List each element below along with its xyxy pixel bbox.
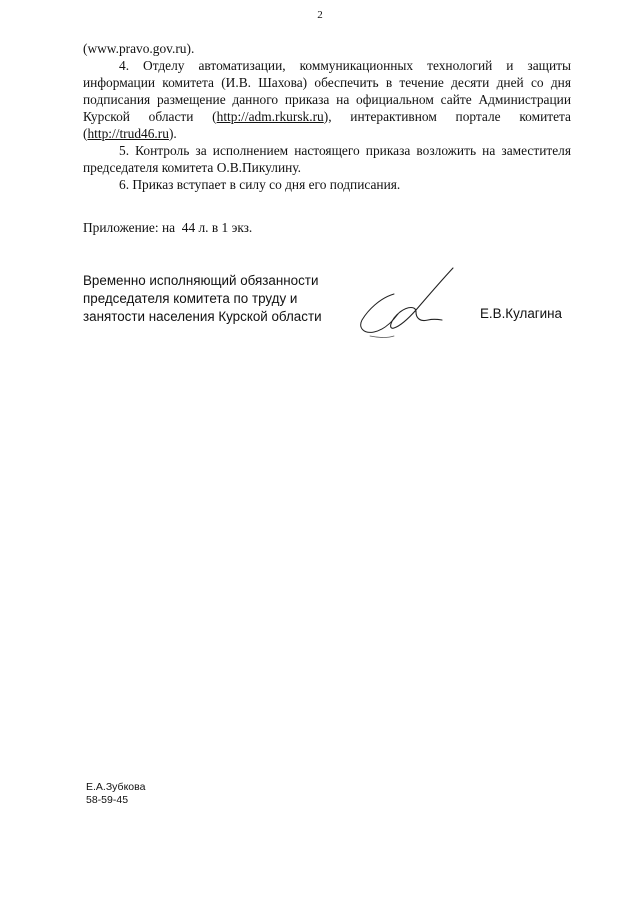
signatory-title-line: председателя комитета по труду и [83,291,298,306]
paragraph-continuation [83,40,571,57]
executor-name: Е.А.Зубкова [86,781,146,793]
page-number: 2 [317,9,323,21]
signatory-title-line: занятости населения Курской области [83,309,322,324]
signatory-title [83,272,322,326]
executor-phone: 58-59-45 [86,794,129,806]
paragraph-text: ), интерактивном портале комитета ( [83,109,571,141]
paragraph-item-6 [83,176,571,193]
document-body [83,40,571,193]
adm-rkursk-link[interactable]: http://adm.rkursk.ru [216,109,324,124]
paragraph-item-4 [83,57,571,142]
paragraph-text: 6. Приказ вступает в силу со дня его подписания. [119,177,401,192]
signatory-name: Е.В.Кулагина [480,306,562,321]
paragraph-text: (www.pravo.gov.ru). [83,41,195,56]
trud46-link[interactable]: http://trud46.ru [87,126,169,141]
attachment-note: Приложение: на 44 л. в 1 экз. [83,220,253,235]
handwritten-signature [350,262,470,346]
paragraph-text: 4. Отделу автоматизации, коммуникационных технологий и защиты информации комитета (И.В. Шахова) обеспечить в течение десяти дней со дня подписания размещение данного приказа на официальном сайте Администрации Курской области ( [83,58,571,124]
paragraph-item-5 [83,142,571,176]
paragraph-text: ). [168,126,177,141]
signatory-title-line: Временно исполняющий обязанности [83,273,319,288]
paragraph-text: 5. Контроль за исполнением настоящего приказа возложить на заместителя председателя комитета О.В.Пикулину. [83,143,571,175]
executor-info [86,781,145,807]
